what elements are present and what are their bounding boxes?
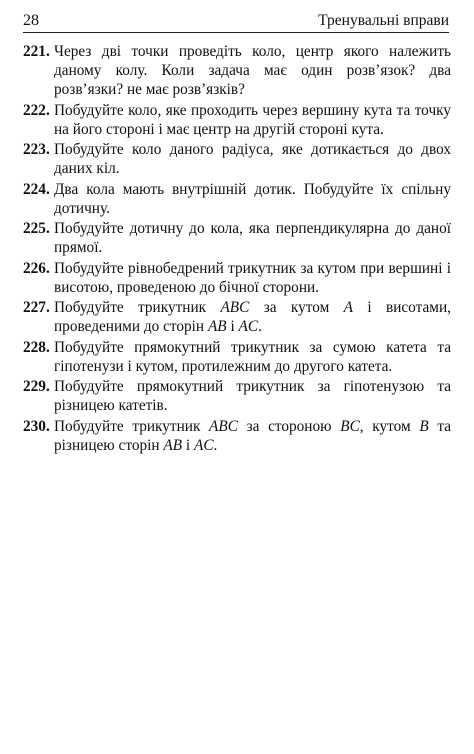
problem-item: [23, 180, 451, 218]
problem-number: 226 .: [23, 259, 50, 278]
problem-number: 224 .: [23, 180, 50, 199]
page-number: 28: [23, 12, 39, 29]
problem-number: 230 .: [23, 417, 50, 436]
problem-text: Побудуйте прямокутний трикутник за сумою катета та гіпотенузи і кутом, протилежним до другого катета.: [54, 338, 451, 375]
problem-text: Два кола мають внутрішній дотик. Побудуйте їх спільну дотичну.: [54, 180, 451, 217]
problem-number: 221 .: [23, 42, 50, 61]
problem-item: [23, 298, 451, 336]
problem-text: Через дві точки проведіть коло, центр якого належить даному колу. Коли задача має один розв’язок? два розв’язки? не має розв’язків?: [54, 43, 451, 98]
problem-item: [23, 140, 451, 178]
problem-text: Побудуйте прямокутний трикутник за гіпотенузою та різницею катетів.: [54, 378, 451, 414]
problem-text: Побудуйте коло даного радіуса, яке дотикається до двох даних кіл.: [54, 141, 451, 177]
problem-list: [23, 42, 451, 456]
running-title: Тренувальні вправи: [318, 12, 449, 29]
problem-item: [23, 219, 451, 257]
problem-number: 222 .: [23, 101, 50, 120]
problem-number: 223 .: [23, 140, 50, 159]
problem-item: [23, 259, 451, 297]
problem-text: Побудуйте трикутник ABC за стороною BC, кутом B та різницею сторін AB і AC.: [54, 417, 451, 454]
problem-item: [23, 377, 451, 415]
problem-text: Побудуйте коло, яке проходить через вершину кута та точку на його стороні і має центр на другій стороні кута.: [54, 101, 451, 138]
problem-item: [23, 338, 451, 376]
problem-number: 227 .: [23, 298, 50, 317]
problem-item: [23, 42, 451, 99]
problem-item: [23, 101, 451, 139]
problem-number: 228 .: [23, 338, 50, 357]
problem-item: [23, 417, 451, 455]
problem-number: 229 .: [23, 377, 50, 396]
problem-text: Побудуйте рівнобедрений трикутник за кутом при вершині і висотою, проведеною до бічної сторони.: [54, 259, 451, 296]
page-header: [23, 10, 449, 33]
problem-number: 225 .: [23, 219, 50, 238]
problem-text: Побудуйте дотичну до кола, яка перпендикулярна до даної прямої.: [54, 220, 451, 256]
problem-text: Побудуйте трикутник ABC за кутом A і висотами, проведеними до сторін AB і AC.: [54, 299, 451, 335]
